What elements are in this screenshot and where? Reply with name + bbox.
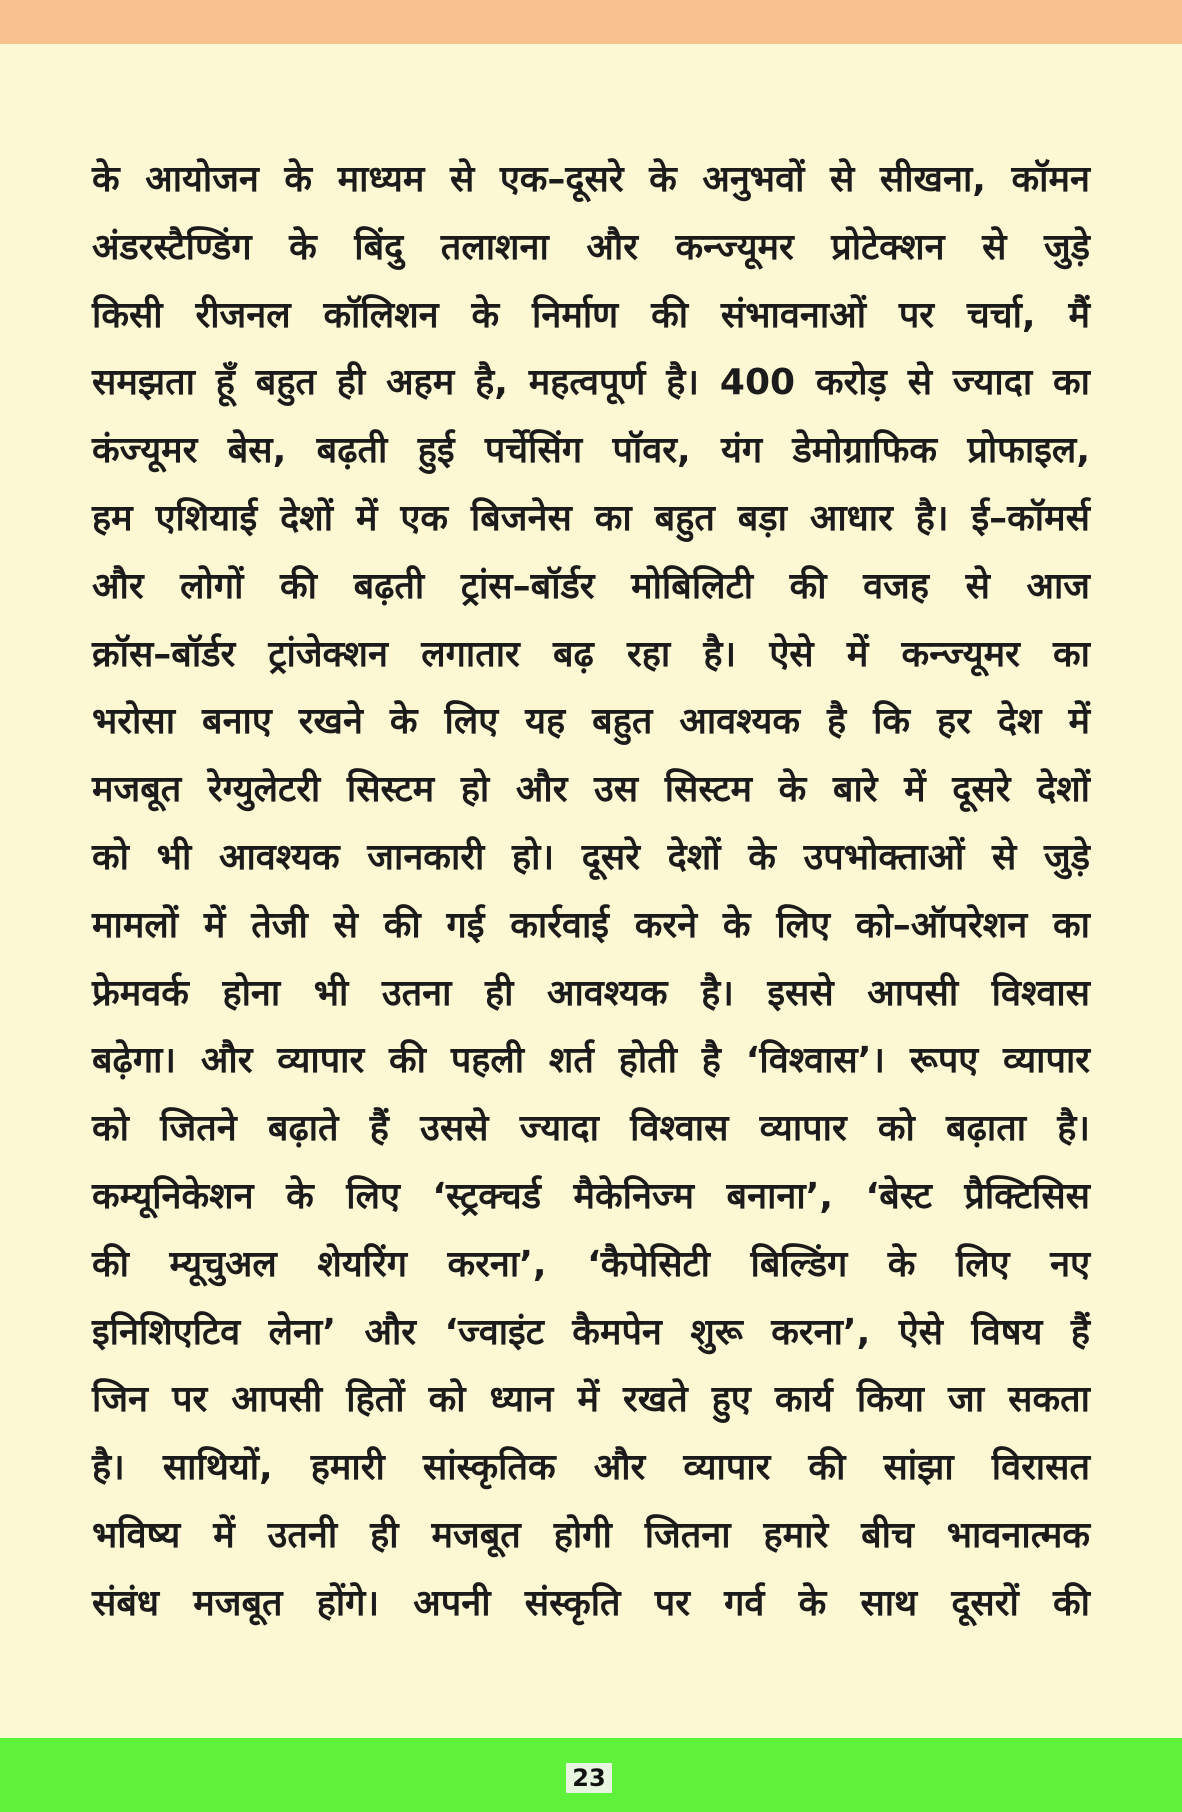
- text-line: भरोसा बनाए रखने के लिए यह बहुत आवश्यक है कि हर देश में: [92, 701, 1090, 743]
- top-decorative-band: [0, 0, 1182, 44]
- text-line: भविष्य में उतनी ही मजबूत होगी जितना हमारे बीच भावनात्मक: [92, 1514, 1090, 1556]
- text-line: क्रॉस–बॉर्डर ट्रांजेक्शन लगातार बढ़ रहा है। ऐसे में कन्ज्यूमर का: [92, 633, 1090, 675]
- text-line: फ्रेमवर्क होना भी उतना ही आवश्यक है। इससे आपसी विश्वास: [92, 972, 1090, 1014]
- page-number: 23: [566, 1763, 612, 1793]
- text-line: समझता हूँ बहुत ही अहम है, महत्वपूर्ण है। 400 करोड़ से ज्यादा का: [92, 362, 1090, 404]
- text-line: और लोगों की बढ़ती ट्रांस–बॉर्डर मोबिलिटी की वजह से आज: [92, 565, 1090, 607]
- text-line: को भी आवश्यक जानकारी हो। दूसरे देशों के उपभोक्ताओं से जुड़े: [92, 836, 1090, 878]
- text-line: कम्यूनिकेशन के लिए ‘स्ट्रक्चर्ड मैकेनिज्म बनाना’, ‘बेस्ट प्रैक्टिसिस: [92, 1175, 1090, 1217]
- text-line: को जितने बढ़ाते हैं उससे ज्यादा विश्वास व्यापार को बढ़ाता है।: [92, 1108, 1090, 1150]
- text-line: है। साथियों, हमारी सांस्कृतिक और व्यापार की सांझा विरासत: [92, 1447, 1090, 1489]
- text-line: हम एशियाई देशों में एक बिजनेस का बहुत बड़ा आधार है। ई–कॉमर्स: [92, 497, 1090, 539]
- text-line: जिन पर आपसी हितों को ध्यान में रखते हुए कार्य किया जा सकता: [92, 1379, 1090, 1421]
- text-line: किसी रीजनल कॉलिशन के निर्माण की संभावनाओं पर चर्चा, मैं: [92, 294, 1090, 336]
- text-line: मामलों में तेजी से की गई कार्रवाई करने के लिए को–ऑपरेशन का: [92, 904, 1090, 946]
- text-line: के आयोजन के माध्यम से एक–दूसरे के अनुभवों से सीखना, कॉमन: [92, 159, 1090, 200]
- text-line: की म्यूचुअल शेयरिंग करना’, ‘कैपेसिटी बिल्डिंग के लिए नए: [92, 1243, 1090, 1285]
- text-line: मजबूत रेग्युलेटरी सिस्टम हो और उस सिस्टम के बारे में दूसरे देशों: [92, 769, 1090, 811]
- text-line: संबंध मजबूत होंगे। अपनी संस्कृति पर गर्व के साथ दूसरों की: [92, 1582, 1090, 1624]
- text-line: इनिशिएटिव लेना’ और ‘ज्वाइंट कैमपेन शुरू करना’, ऐसे विषय हैं: [92, 1311, 1090, 1353]
- text-line: कंज्यूमर बेस, बढ़ती हुई पर्चेसिंग पॉवर, यंग डेमोग्राफिक प्रोफाइल,: [92, 430, 1090, 472]
- text-line: बढ़ेगा। और व्यापार की पहली शर्त होती है ‘विश्वास’। रूपए व्यापार: [92, 1040, 1090, 1082]
- body-text: [92, 146, 1090, 1638]
- text-line: अंडरस्टैण्डिंग के बिंदु तलाशना और कन्ज्यूमर प्रोटेक्शन से जुड़े: [92, 226, 1090, 268]
